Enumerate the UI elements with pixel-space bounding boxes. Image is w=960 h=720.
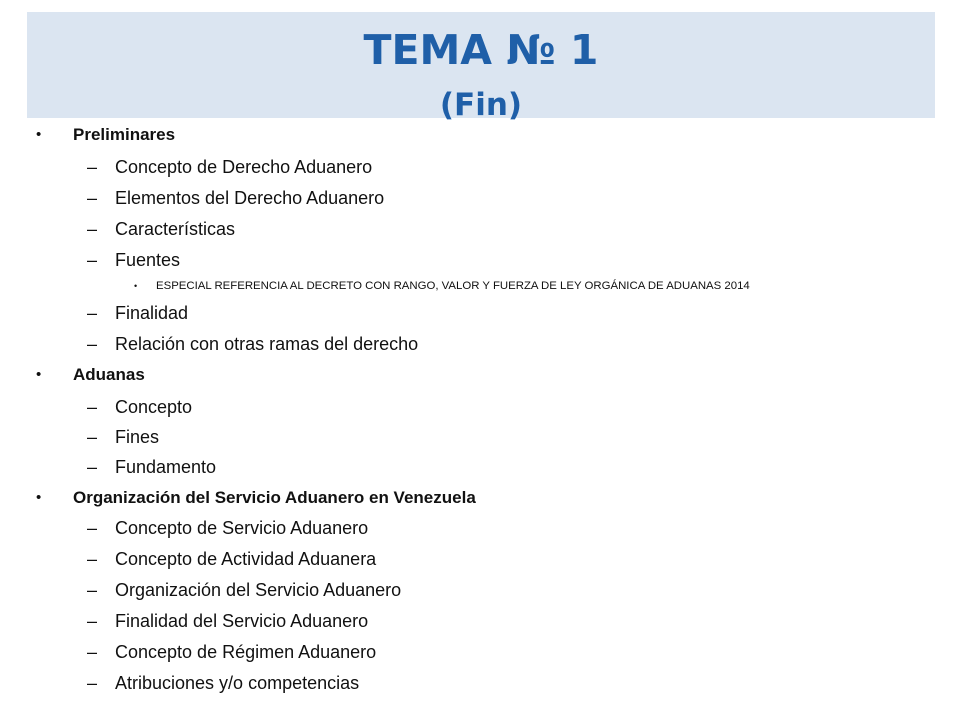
dash-marker: –: [87, 188, 98, 208]
list-item-text: Organización del Servicio Aduanero: [115, 580, 402, 600]
list-item-text: Fundamento: [115, 457, 217, 477]
dash-marker: –: [87, 673, 98, 693]
dash-marker: –: [87, 549, 98, 569]
slide-title: TEMA № 1: [363, 26, 599, 74]
list-item-text: Elementos del Derecho Aduanero: [115, 188, 385, 208]
bullet-marker: •: [134, 281, 138, 291]
list-item-text: Relación con otras ramas del derecho: [115, 334, 419, 354]
list-item-text: Concepto de Servicio Aduanero: [115, 518, 369, 538]
dash-marker: –: [87, 219, 98, 239]
list-item-text: Fuentes: [115, 250, 181, 270]
slide-subtitle: (Fin): [439, 87, 523, 123]
list-item-text: Características: [115, 219, 236, 239]
section-heading: Aduanas: [73, 365, 145, 384]
dash-marker: –: [87, 427, 98, 447]
list-item-text: Concepto de Régimen Aduanero: [115, 642, 377, 662]
dash-marker: –: [87, 303, 98, 323]
dash-marker: –: [87, 457, 98, 477]
dash-marker: –: [87, 334, 98, 354]
title-band: [27, 12, 935, 123]
bullet-marker: •: [36, 126, 42, 143]
list-item-text: Fines: [115, 427, 160, 447]
section-heading: Organización del Servicio Aduanero en Venezuela: [73, 488, 476, 507]
section-heading: Preliminares: [73, 125, 176, 144]
list-item-text: Concepto: [115, 397, 193, 417]
dash-marker: –: [87, 642, 98, 662]
bullet-marker: •: [36, 489, 42, 506]
dash-marker: –: [87, 518, 98, 538]
dash-marker: –: [87, 580, 98, 600]
dash-marker: –: [87, 611, 98, 631]
list-item-text: Finalidad: [115, 303, 189, 323]
dash-marker: –: [87, 250, 98, 270]
list-item-text: Concepto de Actividad Aduanera: [115, 549, 377, 569]
bullet-marker: •: [36, 366, 42, 383]
list-item-text: Finalidad del Servicio Aduanero: [115, 611, 369, 631]
list-item-text: Concepto de Derecho Aduanero: [115, 157, 373, 177]
dash-marker: –: [87, 397, 98, 417]
dash-marker: –: [87, 157, 98, 177]
list-item-text: Atribuciones y/o competencias: [115, 673, 360, 693]
sub-list-item-text: ESPECIAL REFERENCIA AL DECRETO CON RANGO, VALOR Y FUERZA DE LEY ORGÁNICA DE ADUANAS 2014: [156, 280, 750, 292]
